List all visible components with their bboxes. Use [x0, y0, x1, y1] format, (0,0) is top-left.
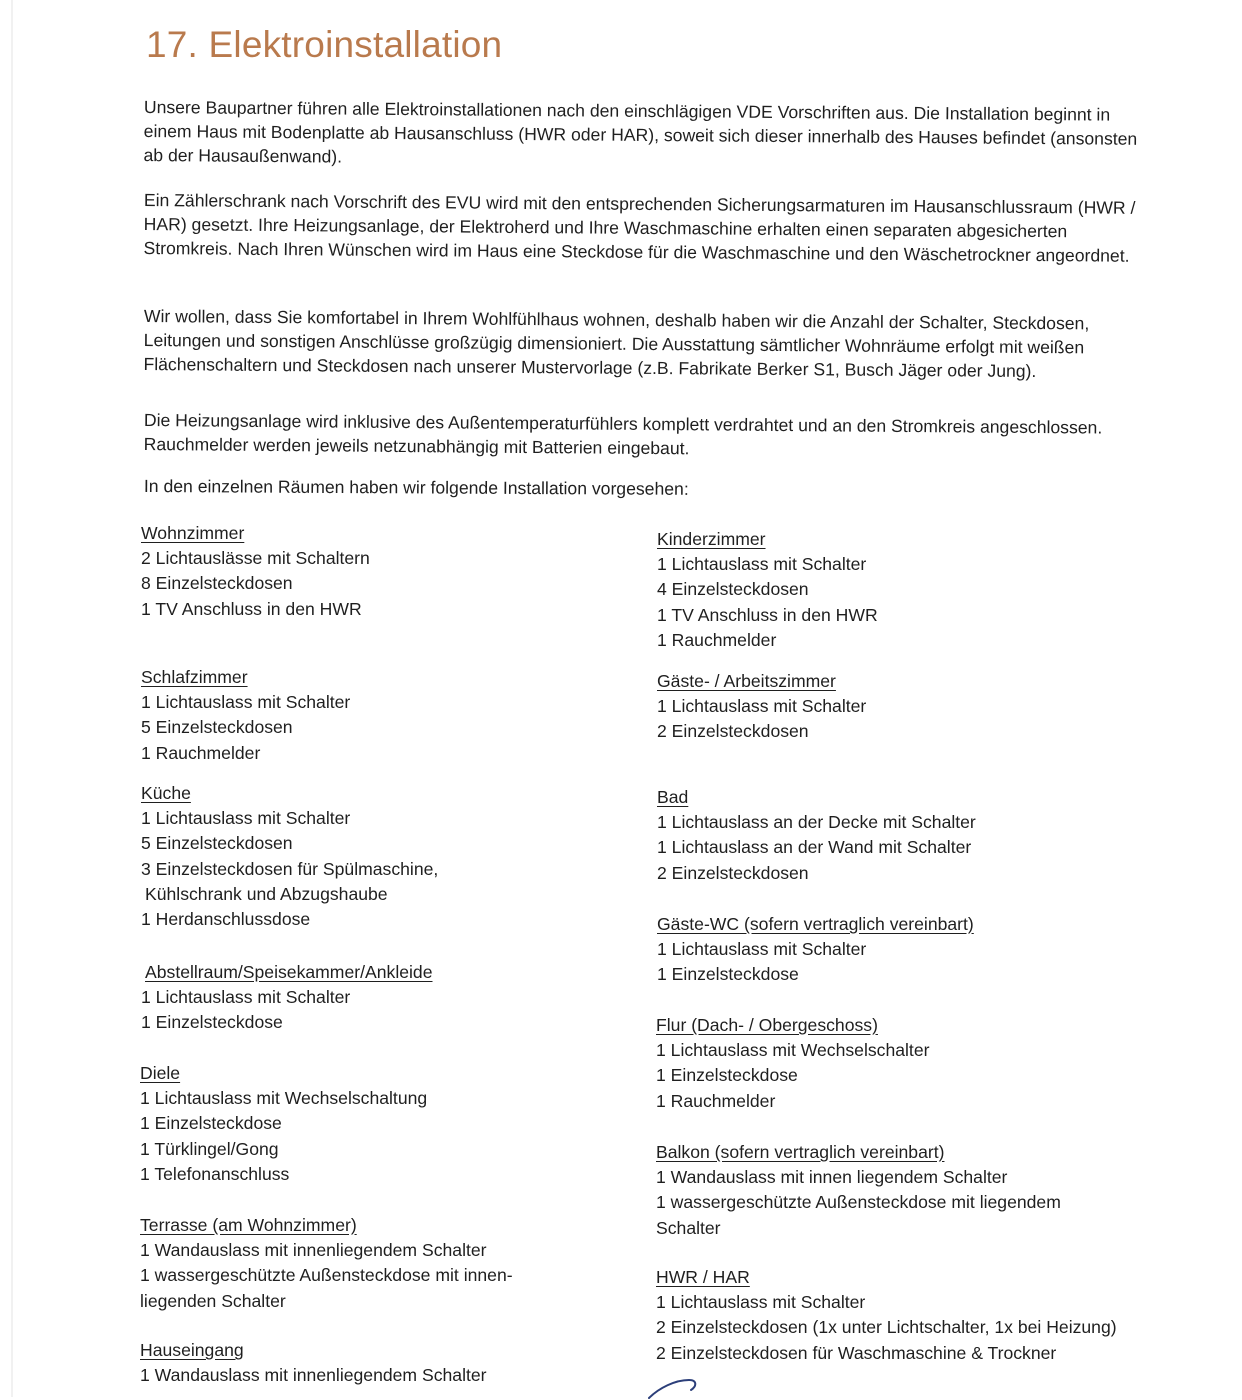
room-item: 1 Lichtauslass an der Wand mit Schalter — [657, 837, 972, 858]
room-item: 1 Herdanschlussdose — [141, 909, 311, 930]
room-item: 3 Einzelsteckdosen für Spülmaschine, — [141, 858, 439, 879]
heating-paragraph: Die Heizungsanlage wird inklusive des Außentemperaturfühlers komplett verdrahtet und an den Stromkreis angeschlossen. Rauchmelder werden jeweils netzunabhängig mit Batterien eingebaut. — [143, 409, 1103, 459]
comfort-paragraph: Wir wollen, dass Sie komfortabel in Ihrem Wohlfühlhaus wohnen, deshalb haben wir die Anzahl der Schalter, Steckdosen, Leitungen und sonstigen Anschlüsse großzügig dimensioniert. Die Ausstattung sämtlicher Wohnräume erfolgt mit weißen Flächenschaltern und Steckdosen nach unserer Mustervorlage (z.B. Fabrikate Berker S1, Busch Jäger oder Jung). — [143, 305, 1090, 382]
room-title: Wohnzimmer — [141, 523, 245, 543]
room-item: 5 Einzelsteckdosen — [141, 833, 293, 854]
room-item: 2 Einzelsteckdosen — [657, 862, 809, 883]
room-bad — [657, 785, 976, 886]
room-item: 1 Einzelsteckdose — [656, 1065, 798, 1086]
signature-icon — [645, 1376, 715, 1400]
room-title: Diele — [140, 1063, 181, 1083]
room-item: 1 Lichtauslass mit Schalter — [657, 696, 867, 717]
room-title: Küche — [141, 783, 191, 803]
room-item: 1 Telefonanschluss — [140, 1163, 290, 1184]
room-item: 2 Einzelsteckdosen für Waschmaschine & Trockner — [656, 1342, 1057, 1363]
room-wohnzimmer — [141, 521, 370, 622]
room-schlafzimmer — [141, 665, 350, 766]
room-item: 1 wassergeschützte Außensteckdose mit innen- — [140, 1265, 513, 1286]
meter-cabinet-paragraph: Ein Zählerschrank nach Vorschrift des EVU wird mit den entsprechenden Sicherungsarmaturen im Hausanschlussraum (HWR / HAR) gesetzt. Ihre Heizungsanlage, der Elektroherd und Ihre Waschmaschine erhalten einen separaten abgesicherten Stromkreis. Nach Ihren Wünschen wird im Haus eine Steckdose für die Waschmaschine und den Wäschetrockner angeordnet. — [143, 189, 1136, 266]
room-title: Gäste-WC (sofern vertraglich vereinbart) — [657, 914, 974, 934]
room-item: 5 Einzelsteckdosen — [141, 717, 293, 738]
room-title: Schlafzimmer — [141, 667, 248, 687]
room-item: 8 Einzelsteckdosen — [141, 573, 293, 594]
room-item: 1 TV Anschluss in den HWR — [657, 604, 878, 625]
room-title: Terrasse (am Wohnzimmer) — [140, 1215, 357, 1235]
room-item: 1 wassergeschützte Außensteckdose mit liegendem — [656, 1192, 1061, 1213]
room-item: 2 Einzelsteckdosen — [657, 721, 809, 742]
room-gaeste-arbeitszimmer — [657, 669, 866, 745]
room-item: 1 Wandauslass mit innen liegendem Schalter — [656, 1167, 1008, 1188]
room-item: 2 Einzelsteckdosen (1x unter Lichtschalter, 1x bei Heizung) — [656, 1317, 1117, 1338]
room-item: 1 Lichtauslass mit Schalter — [141, 987, 351, 1008]
room-item: Schalter — [656, 1217, 721, 1238]
room-abstellraum — [141, 960, 433, 1036]
room-item: Kühlschrank und Abzugshaube — [145, 883, 388, 904]
room-kinderzimmer — [657, 527, 878, 653]
intro-paragraph: Unsere Baupartner führen alle Elektroinstallationen nach den einschlägigen VDE Vorschriften aus. Die Installation beginnt in einem Haus mit Bodenplatte ab Hausanschluss (HWR oder HAR), soweit sich dieser innerhalb des Hauses befindet (ansonsten ab der Hausaußenwand). — [143, 96, 1138, 167]
room-title: Abstellraum/Speisekammer/Ankleide — [145, 962, 433, 982]
room-hwr-har — [656, 1265, 1117, 1366]
room-item: 1 Lichtauslass mit Wechselschalter — [656, 1040, 930, 1061]
room-item: 1 Lichtauslass mit Schalter — [656, 1292, 866, 1313]
room-title: Bad — [657, 787, 689, 807]
room-terrasse — [140, 1213, 560, 1314]
room-title: Gäste- / Arbeitszimmer — [657, 671, 836, 691]
room-item: 1 Einzelsteckdose — [140, 1113, 282, 1134]
room-item: 1 Lichtauslass mit Schalter — [657, 939, 867, 960]
room-title: HWR / HAR — [656, 1267, 750, 1287]
room-item: 1 Rauchmelder — [656, 1090, 776, 1111]
room-item: 1 Einzelsteckdose — [657, 964, 799, 985]
scanned-page-edge — [11, 0, 13, 1397]
room-item: 2 Lichtauslässe mit Schaltern — [141, 548, 370, 569]
room-item: 1 Wandauslass mit innenliegendem Schalter — [140, 1240, 487, 1261]
room-flur — [656, 1013, 929, 1114]
room-item: 4 Einzelsteckdosen — [657, 579, 809, 600]
room-item: 1 Einzelsteckdose — [141, 1012, 283, 1033]
room-gaeste-wc — [657, 912, 974, 988]
room-item: 1 Lichtauslass mit Wechselschaltung — [140, 1088, 428, 1109]
room-item: 1 Lichtauslass mit Schalter — [657, 554, 867, 575]
room-item: 1 TV Anschluss in den HWR — [141, 598, 362, 619]
room-item: 1 Türklingel/Gong — [140, 1138, 279, 1159]
room-item: 1 Rauchmelder — [657, 629, 777, 650]
rooms-intro-paragraph: In den einzelnen Räumen haben wir folgende Installation vorgesehen: — [143, 475, 689, 499]
room-title: Flur (Dach- / Obergeschoss) — [656, 1015, 878, 1035]
room-title: Balkon (sofern vertraglich vereinbart) — [656, 1142, 945, 1162]
room-diele — [140, 1061, 427, 1187]
room-item: 1 Wandauslass mit innenliegendem Schalter — [140, 1365, 487, 1386]
room-item: 1 Lichtauslass mit Schalter — [141, 692, 351, 713]
room-item: 1 Rauchmelder — [141, 742, 261, 763]
room-title: Hauseingang — [140, 1340, 244, 1360]
room-hauseingang — [140, 1338, 487, 1388]
room-item: liegenden Schalter — [140, 1290, 286, 1311]
room-title: Kinderzimmer — [657, 529, 766, 549]
room-kueche — [141, 781, 438, 932]
room-item: 1 Lichtauslass mit Schalter — [141, 808, 351, 829]
room-balkon — [656, 1140, 1116, 1241]
section-title: 17. Elektroinstallation — [146, 24, 503, 65]
room-item: 1 Lichtauslass an der Decke mit Schalter — [657, 812, 976, 833]
